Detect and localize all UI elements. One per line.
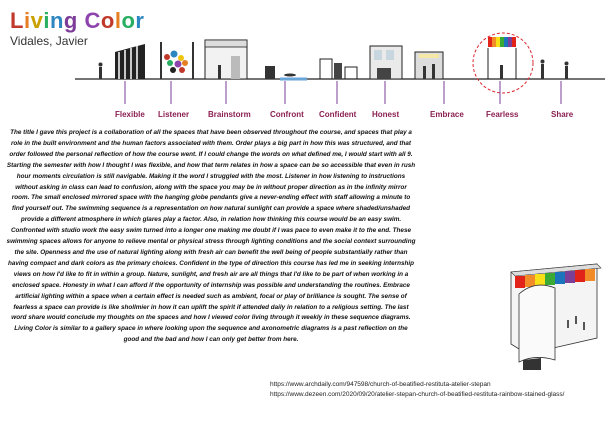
- scene-share: [541, 60, 569, 80]
- label-confident: Confident: [319, 110, 357, 119]
- label-embrace: Embrace: [430, 110, 464, 119]
- scene-honest: [370, 46, 402, 79]
- label-brainstorm: Brainstorm: [208, 110, 251, 119]
- scene-confident: [320, 59, 357, 79]
- author-name: Vidales, Javier: [10, 34, 88, 48]
- label-share: Share: [551, 110, 574, 119]
- scene-flexible: [99, 44, 146, 79]
- title-letter: o: [121, 8, 136, 33]
- link-archdaily[interactable]: https://www.archdaily.com/947598/church-of-beatified-restituta-atelier-stepan: [270, 381, 491, 388]
- title-letter: C: [84, 8, 101, 33]
- label-honest: Honest: [372, 110, 400, 119]
- scene-listener: [160, 42, 194, 79]
- label-confront: Confront: [270, 110, 304, 119]
- project-description: The title I gave this project is a collaboration of all the spaces that have been observed throughout the course, and spaces that play a role in the built environment and the human factors associated with them. Order plays a big part in how this was structured, and that order followed the personal reflection of how the course went. If I could change the words on what defined me, I would start with all 9. Starting the semester with how I thought I was flexible, and how that term relates in how a space can be so accessible that even in rush hour moments circulation is still navigable. Making it the word I struggled with the most. Listener in how listening to instructions without asking in class can lead to confusion, along with the space you may be in without proper direction as in the infinity mirror room. The small enclosed mirrored space with the hanging globe pendants give a never-ending effect with staff allowing a minute to find yourself out. The swimming sequence is a representation on how natural sunlight can provide a space where shaded/unshaded provide a different atmosphere in which glares play a factor. Also, in relation how thinking this course would be an easy swim. Confronted with studio work the easy swim turned into a longer one making me doubt if I was pace to even make it to the end. These swimming spaces allows for anyone to relieve mental or physical stress through lighting conditions and the social context surrounding the site. Openness and the use of natural lighting along with fresh air can benefit the well being of people substantially rather than having compact and dark colors as the primary choices. Confident in the type of direction this course has led me in seeking internship views on how I'd like to fit in within a group. Nature, sunlight, and fresh air are all things that I'd like to be part of when working in a enclosed space. Honesty in what I can afford if the opportunity of internship was possible and understanding the routines. Embrace artificial lighting within a space when a certain effect is needed such as ambient, focal or play of brilliance is sought. The sense of fearless a space can provide is like shollmier in how it can uplift the spirit if attended daily in relation to a religious setting. The last word share would conclude my thoughts on the spaces and how I viewed color living through it weekly in these sequence diagrams. Living Color is similar to a gallery space in where looking upon the sequence and axonometric diagrams is a past reflection on the good and the bad and how I can only get better from here.: [6, 129, 416, 344]
- scene-embrace: [415, 52, 443, 79]
- title-letter: L: [10, 8, 24, 33]
- link-dezeen[interactable]: https://www.dezeen.com/2020/09/20/atelier-stepan-church-of-beatified-restituta-rainbow-stained-glass/: [270, 391, 565, 398]
- title-letter: r: [135, 8, 145, 33]
- reference-links: [270, 380, 564, 400]
- sequence-labels: [75, 110, 605, 124]
- title-letter: l: [114, 8, 122, 33]
- scene-brainstorm: [205, 40, 247, 79]
- scene-confront: [265, 66, 307, 79]
- label-ticks: [125, 81, 561, 104]
- label-fearless: Fearless: [486, 110, 519, 119]
- title-letter: g: [63, 8, 78, 33]
- title-letter: i: [23, 8, 31, 33]
- scene-fearless: [473, 33, 533, 93]
- title-letter: o: [100, 8, 115, 33]
- label-flexible: Flexible: [115, 110, 145, 119]
- axonometric-diagram: [505, 258, 605, 373]
- title-letter: n: [49, 8, 64, 33]
- title-letter: i: [43, 8, 50, 33]
- label-listener: Listener: [158, 110, 190, 119]
- title-letter: v: [30, 8, 44, 33]
